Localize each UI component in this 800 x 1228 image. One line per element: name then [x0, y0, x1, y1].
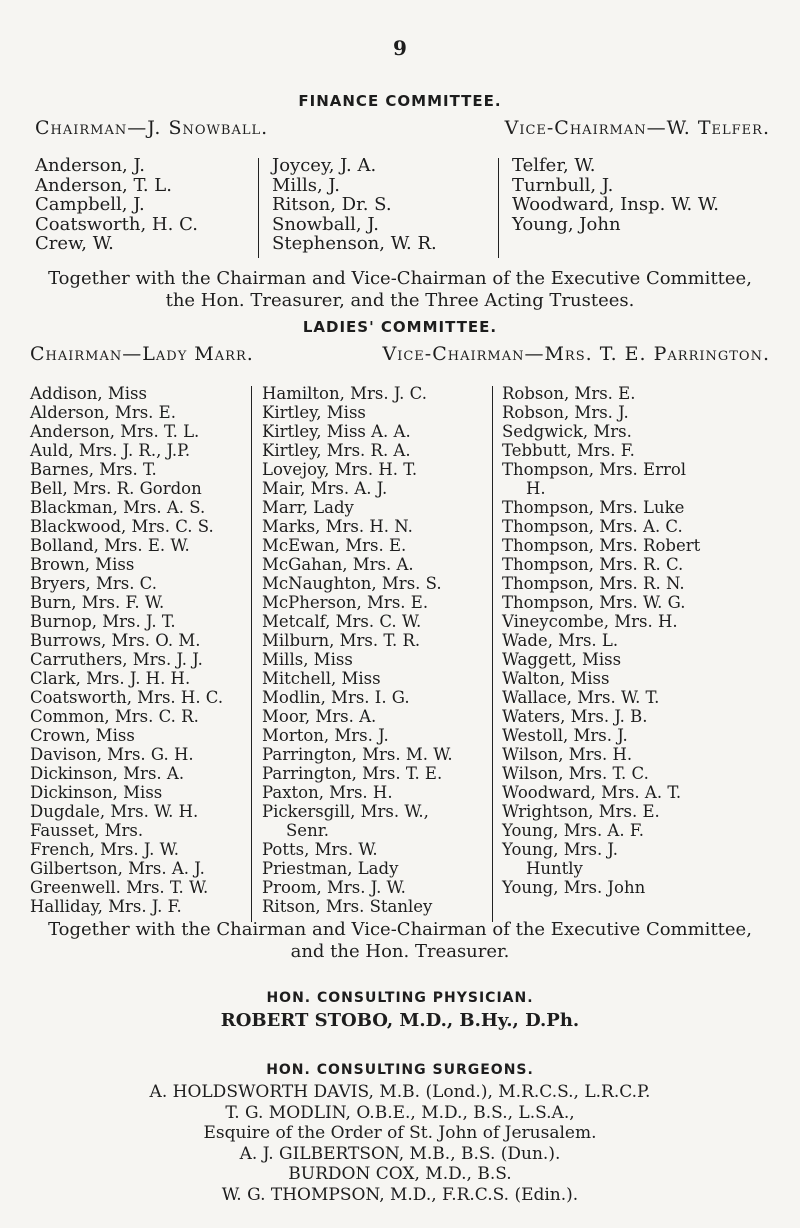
list-item: Thompson, Mrs. R. N.	[502, 574, 685, 593]
list-item: Gilbertson, Mrs. A. J.	[30, 859, 205, 878]
finance-committee-heading: FINANCE COMMITTEE.	[298, 92, 502, 110]
list-item: Proom, Mrs. J. W.	[262, 878, 406, 897]
list-item: Pickersgill, Mrs. W.,	[262, 802, 429, 821]
list-item: Blackman, Mrs. A. S.	[30, 498, 206, 517]
finance-divider-2	[498, 158, 499, 258]
list-item: Dickinson, Miss	[30, 783, 163, 802]
page-number: 9	[393, 36, 407, 60]
list-item: Woodward, Mrs. A. T.	[502, 783, 682, 802]
list-item: Crew, W.	[35, 233, 114, 254]
list-item: Snowball, J.	[272, 213, 379, 235]
list-item: Anderson, T. L.	[35, 174, 172, 196]
list-item: Mitchell, Miss	[262, 669, 381, 688]
list-item: Thompson, Mrs. Errol	[502, 460, 687, 479]
finance-chair-line	[35, 117, 770, 139]
finance-column-1	[35, 156, 198, 254]
list-item: Parrington, Mrs. T. E.	[262, 764, 443, 783]
list-item: Coatsworth, Mrs. H. C.	[30, 688, 224, 707]
list-item: Bell, Mrs. R. Gordon	[30, 479, 202, 498]
list-item: Common, Mrs. C. R.	[30, 707, 199, 726]
list-item: Young, Mrs. John	[502, 878, 646, 897]
list-item: Young, John	[512, 213, 621, 235]
ladies-divider-1	[251, 386, 252, 922]
list-item: Robson, Mrs. E.	[502, 384, 636, 403]
list-item: Joycey, J. A.	[272, 155, 377, 176]
list-item: Anderson, Mrs. T. L.	[30, 422, 200, 441]
list-item: Mair, Mrs. A. J.	[262, 479, 388, 498]
ladies-column-3	[502, 384, 700, 897]
list-item: Walton, Miss	[502, 669, 610, 688]
list-item: Stephenson, W. R.	[272, 233, 437, 254]
list-item: W. G. THOMPSON, M.D., F.R.C.S. (Edin.).	[221, 1184, 579, 1205]
list-item: Esquire of the Order of St. John of Jerusalem.	[203, 1123, 597, 1143]
finance-note-line-2: the Hon. Treasurer, and the Three Acting Trustees.	[165, 290, 635, 311]
list-item: McNaughton, Mrs. S.	[262, 574, 442, 593]
list-item: Thompson, Mrs. Luke	[502, 498, 685, 517]
list-item: Brown, Miss	[30, 555, 135, 574]
list-item: Moor, Mrs. A.	[262, 707, 377, 726]
list-item: A. HOLDSWORTH DAVIS, M.B. (Lond.), M.R.C.S., L.R.C.P.	[149, 1082, 651, 1102]
list-item: Wilson, Mrs. H.	[502, 745, 633, 764]
list-item: Burnop, Mrs. J. T.	[30, 612, 176, 631]
list-item: Young, Mrs. J.	[502, 840, 619, 859]
list-item: Addison, Miss	[30, 384, 147, 403]
list-item: Thompson, Mrs. W. G.	[502, 593, 686, 612]
list-item: Dickinson, Mrs. A.	[30, 764, 185, 783]
list-item: Waters, Mrs. J. B.	[502, 707, 648, 726]
list-item: Turnbull, J.	[512, 174, 614, 196]
surgeons-heading: HON. CONSULTING SURGEONS.	[266, 1062, 534, 1078]
ladies-committee-heading: LADIES' COMMITTEE.	[302, 318, 498, 336]
list-item: Milburn, Mrs. T. R.	[262, 631, 421, 650]
physician-heading: HON. CONSULTING PHYSICIAN.	[266, 990, 534, 1006]
ladies-column-1	[30, 384, 223, 916]
list-item: Morton, Mrs. J.	[262, 726, 389, 745]
list-item: Mills, Miss	[262, 650, 353, 669]
list-item: Bolland, Mrs. E. W.	[30, 536, 190, 555]
list-item: Thompson, Mrs. R. C.	[502, 555, 684, 574]
list-item: Alderson, Mrs. E.	[30, 403, 176, 422]
ladies-note-line-1: Together with the Chairman and Vice-Chairman of the Executive Committee,	[48, 919, 752, 940]
ladies-chairman: Chairman—Lady Marr.	[30, 343, 254, 365]
list-item: Kirtley, Miss	[262, 403, 366, 422]
list-item: Bryers, Mrs. C.	[30, 574, 157, 593]
list-item: Auld, Mrs. J. R., J.P.	[30, 441, 191, 460]
list-item: McPherson, Mrs. E.	[262, 593, 429, 612]
list-item: Priestman, Lady	[262, 859, 399, 878]
list-item: Sedgwick, Mrs.	[502, 422, 632, 441]
list-item: Burn, Mrs. F. W.	[30, 593, 165, 612]
ladies-vice-chairman: Vice-Chairman—Mrs. T. E. Parrington.	[382, 343, 770, 365]
list-item: Ritson, Dr. S.	[272, 194, 392, 215]
list-item: Hamilton, Mrs. J. C.	[262, 384, 427, 403]
list-item: Mills, J.	[272, 174, 340, 196]
physician-name: ROBERT STOBO, M.D., B.Hy., D.Ph.	[220, 1010, 580, 1031]
list-item: Young, Mrs. A. F.	[502, 821, 644, 840]
list-item: Barnes, Mrs. T.	[30, 460, 157, 479]
list-item: BURDON COX, M.D., B.S.	[288, 1164, 512, 1184]
list-item: Thompson, Mrs. Robert	[502, 536, 701, 555]
list-item: Carruthers, Mrs. J. J.	[30, 650, 203, 669]
list-item: Woodward, Insp. W. W.	[512, 194, 719, 215]
list-item: Wilson, Mrs. T. C.	[502, 764, 649, 783]
list-item: Telfer, W.	[512, 155, 596, 176]
finance-vice-chairman: Vice-Chairman—W. Telfer.	[504, 117, 770, 139]
list-item: Waggett, Miss	[502, 650, 622, 669]
finance-column-2	[272, 156, 437, 254]
surgeons-list	[0, 1082, 800, 1205]
list-item: Greenwell. Mrs. T. W.	[30, 878, 209, 897]
list-item: Modlin, Mrs. I. G.	[262, 688, 410, 707]
list-item: Tebbutt, Mrs. F.	[502, 441, 635, 460]
ladies-note	[20, 919, 780, 963]
finance-note	[20, 268, 780, 312]
list-item: Kirtley, Miss A. A.	[262, 422, 411, 441]
list-item: Campbell, J.	[35, 194, 145, 215]
list-item: Paxton, Mrs. H.	[262, 783, 393, 802]
list-item: A. J. GILBERTSON, M.B., B.S. (Dun.).	[239, 1143, 561, 1164]
list-item: T. G. MODLIN, O.B.E., M.D., B.S., L.S.A.,	[225, 1102, 575, 1123]
list-item: Vineycombe, Mrs. H.	[502, 612, 678, 631]
list-item: Crown, Miss	[30, 726, 135, 745]
list-item: McEwan, Mrs. E.	[262, 536, 407, 555]
list-item: Wade, Mrs. L.	[502, 631, 619, 650]
list-item: Clark, Mrs. J. H. H.	[30, 669, 191, 688]
list-item: McGahan, Mrs. A.	[262, 555, 414, 574]
list-item: Davison, Mrs. G. H.	[30, 745, 194, 764]
list-item: Robson, Mrs. J.	[502, 403, 629, 422]
list-item: Thompson, Mrs. A. C.	[502, 517, 683, 536]
finance-note-line-1: Together with the Chairman and Vice-Chairman of the Executive Committee,	[48, 268, 752, 289]
list-item: French, Mrs. J. W.	[30, 840, 179, 859]
finance-chairman: Chairman—J. Snowball.	[35, 117, 269, 139]
ladies-note-line-2: and the Hon. Treasurer.	[290, 941, 510, 962]
ladies-column-2	[262, 384, 453, 916]
list-item: Parrington, Mrs. M. W.	[262, 745, 453, 764]
list-item: Marr, Lady	[262, 498, 354, 517]
list-item: Wallace, Mrs. W. T.	[502, 688, 660, 707]
list-item: Wrightson, Mrs. E.	[502, 802, 660, 821]
list-item: Westoll, Mrs. J.	[502, 726, 628, 745]
ladies-divider-2	[492, 386, 493, 922]
list-item: Anderson, J.	[35, 155, 146, 176]
list-item: Dugdale, Mrs. W. H.	[30, 802, 199, 821]
ladies-chair-line	[30, 343, 770, 365]
list-item: Metcalf, Mrs. C. W.	[262, 612, 422, 631]
list-item: H.	[526, 479, 546, 498]
list-item: Burrows, Mrs. O. M.	[30, 631, 201, 650]
list-item: Blackwood, Mrs. C. S.	[30, 517, 214, 536]
finance-column-3	[512, 156, 719, 234]
list-item: Fausset, Mrs.	[30, 821, 144, 840]
list-item: Marks, Mrs. H. N.	[262, 517, 413, 536]
list-item: Coatsworth, H. C.	[35, 213, 198, 235]
list-item: Senr.	[286, 821, 330, 840]
list-item: Huntly	[526, 859, 583, 878]
finance-divider-1	[258, 158, 259, 258]
list-item: Ritson, Mrs. Stanley	[262, 897, 433, 916]
list-item: Potts, Mrs. W.	[262, 840, 378, 859]
list-item: Kirtley, Mrs. R. A.	[262, 441, 411, 460]
list-item: Halliday, Mrs. J. F.	[30, 897, 182, 916]
list-item: Lovejoy, Mrs. H. T.	[262, 460, 418, 479]
